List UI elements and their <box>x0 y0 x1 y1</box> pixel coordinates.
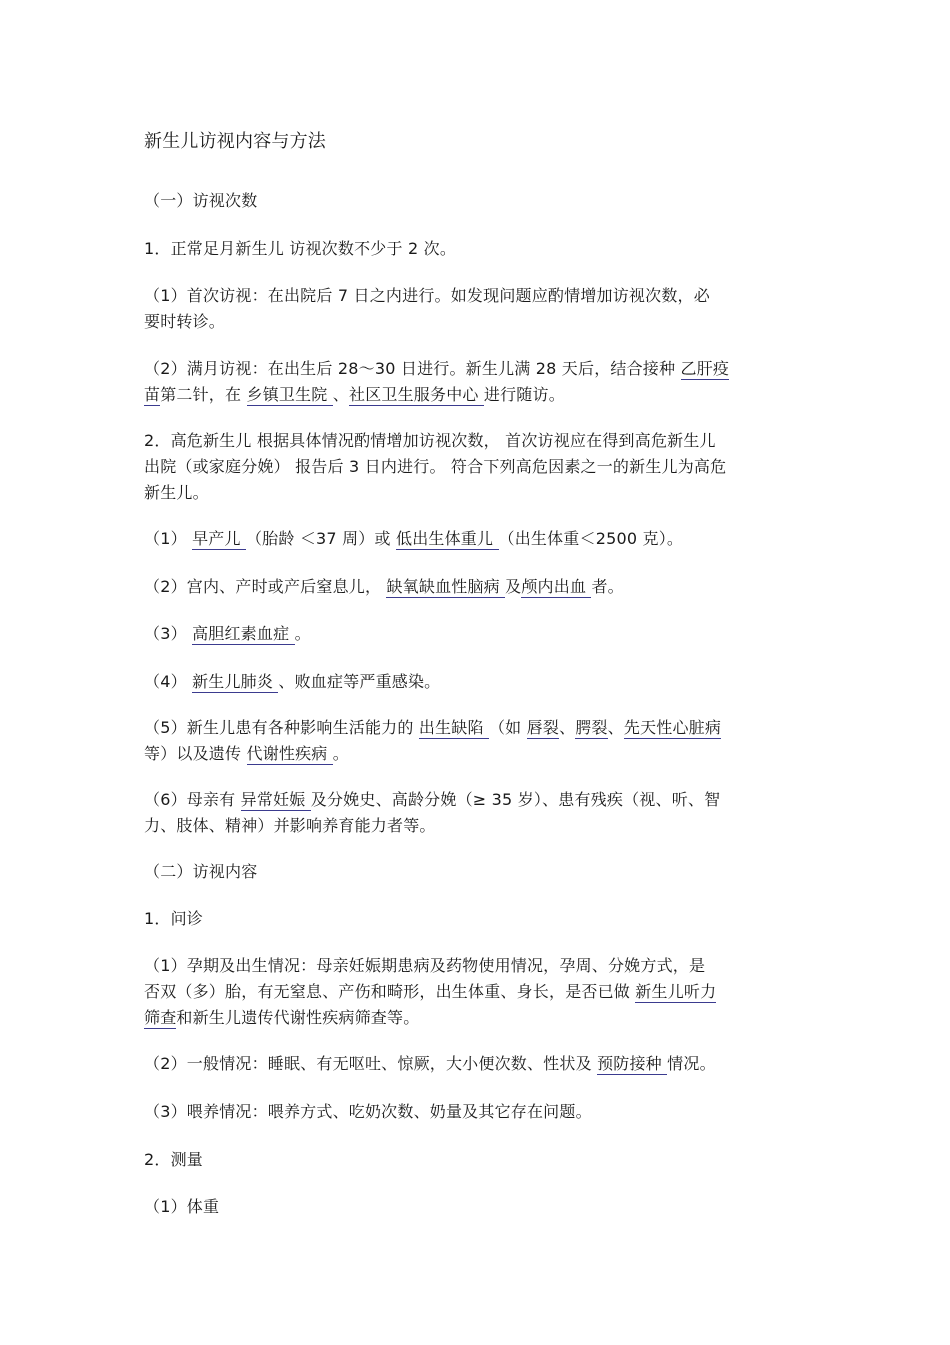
link-hearing-screening-cont[interactable]: 筛查 <box>144 1008 177 1027</box>
link-abnormal-pregnancy[interactable]: 异常妊娠 <box>240 790 311 809</box>
link-preterm-infant[interactable]: 早产儿 <box>192 529 246 548</box>
paragraph-full-month-line1: （2）满月访视：在出生后 28～30 日进行。新生儿满 28 天后，结合接种 乙肝疫 <box>144 359 730 378</box>
paragraph-high-risk-line2: 出院（或家庭分娩） 报告后 3 日内进行。 符合下列高危因素之一的新生儿为高危 <box>144 457 727 476</box>
paragraph-pregnancy-line2: 否双（多）胎，有无窒息、产伤和畸形，出生体重、身长，是否已做 新生儿听力 <box>144 982 717 1001</box>
link-hepatitis-b-vaccine-cont[interactable]: 苗 <box>144 385 161 404</box>
paragraph-high-risk-line1: 2．高危新生儿 根据具体情况酌情增加访视次数， 首次访视应在得到高危新生儿 <box>144 431 716 450</box>
link-hepatitis-b-vaccine[interactable]: 乙肝疫 <box>680 359 730 378</box>
paragraph-weight: （1）体重 <box>144 1197 220 1216</box>
link-intracranial-hemorrhage[interactable]: 颅内出血 <box>521 577 592 596</box>
paragraph-general-condition: （2）一般情况：睡眠、有无呕吐、惊厥，大小便次数、性状及 预防接种 情况。 <box>144 1054 716 1073</box>
paragraph-measurement: 2．测量 <box>144 1150 203 1169</box>
paragraph-high-risk-line3: 新生儿。 <box>144 483 209 502</box>
link-metabolic-disease[interactable]: 代谢性疾病 <box>246 744 333 763</box>
list-item-birth-defects-line2: 等）以及遗传 代谢性疾病 。 <box>144 744 349 763</box>
paragraph-first-visit-line1: （1）首次访视：在出院后 7 日之内进行。如发现问题应酌情增加访视次数，必 <box>144 286 710 305</box>
link-hearing-screening[interactable]: 新生儿听力 <box>635 982 717 1001</box>
link-vaccination[interactable]: 预防接种 <box>597 1054 668 1073</box>
list-item-mother-line1: （6）母亲有 异常妊娠 及分娩史、高龄分娩（≥ 35 岁）、患有残疾（视、听、智 <box>144 790 721 809</box>
paragraph-first-visit-line2: 要时转诊。 <box>144 312 226 331</box>
link-hypoxic-ischemic-encephalopathy[interactable]: 缺氧缺血性脑病 <box>386 577 506 596</box>
paragraph-full-month-line2: 苗第二针，在 乡镇卫生院 、社区卫生服务中心 进行随访。 <box>144 385 565 404</box>
link-cleft-palate[interactable]: 腭裂 <box>575 718 608 737</box>
link-hyperbilirubinemia[interactable]: 高胆红素血症 <box>192 624 295 643</box>
paragraph-normal-newborn: 1．正常足月新生儿 访视次数不少于 2 次。 <box>144 239 457 258</box>
list-item-preterm: （1） 早产儿 （胎龄 ＜37 周）或 低出生体重儿 （出生体重＜2500 克）。 <box>144 529 684 548</box>
link-low-birth-weight[interactable]: 低出生体重儿 <box>396 529 499 548</box>
document-title: 新生儿访视内容与方法 <box>144 131 326 152</box>
paragraph-pregnancy-line3: 筛查和新生儿遗传代谢性疾病筛查等。 <box>144 1008 420 1027</box>
section-heading-visit-count: （一）访视次数 <box>144 191 258 210</box>
link-neonatal-pneumonia[interactable]: 新生儿肺炎 <box>192 672 279 691</box>
paragraph-pregnancy-line1: （1）孕期及出生情况：母亲妊娠期患病及药物使用情况，孕周、分娩方式，是 <box>144 956 706 975</box>
list-item-mother-line2: 力、肢体、精神）并影响养育能力者等。 <box>144 816 436 835</box>
link-community-health-center[interactable]: 社区卫生服务中心 <box>349 385 484 404</box>
link-congenital-heart-disease[interactable]: 先天性心脏病 <box>623 718 722 737</box>
link-township-hospital[interactable]: 乡镇卫生院 <box>246 385 333 404</box>
list-item-pneumonia: （4） 新生儿肺炎 、败血症等严重感染。 <box>144 672 441 691</box>
list-item-asphyxia: （2）宫内、产时或产后窒息儿， 缺氧缺血性脑病 及颅内出血 者。 <box>144 577 624 596</box>
link-cleft-lip[interactable]: 唇裂 <box>526 718 560 737</box>
list-item-birth-defects-line1: （5）新生儿患有各种影响生活能力的 出生缺陷 （如 唇裂、腭裂、先天性心脏病 <box>144 718 722 737</box>
paragraph-feeding: （3）喂养情况：喂养方式、吃奶次数、奶量及其它存在问题。 <box>144 1102 592 1121</box>
paragraph-inquiry: 1．问诊 <box>144 909 203 928</box>
section-heading-visit-content: （二）访视内容 <box>144 862 258 881</box>
list-item-hyperbilirubinemia: （3） 高胆红素血症 。 <box>144 624 311 643</box>
link-birth-defects[interactable]: 出生缺陷 <box>418 718 489 737</box>
